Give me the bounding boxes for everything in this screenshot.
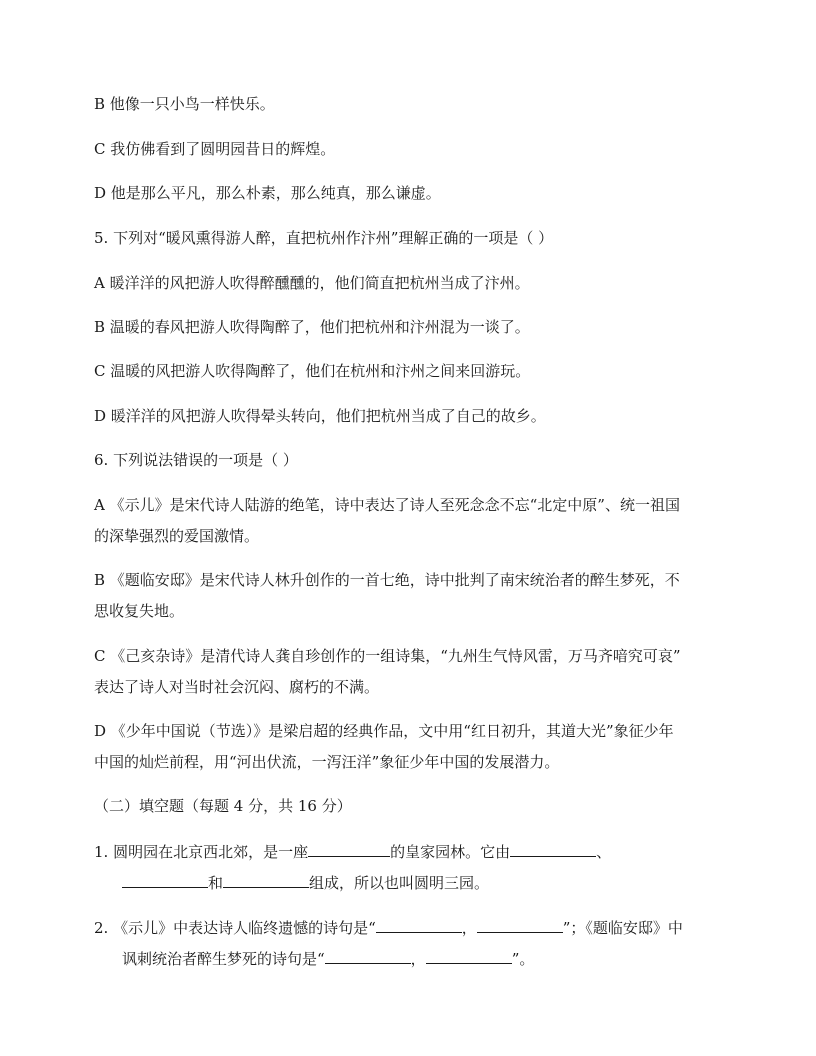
fill2-text-6: ”。 [511,950,535,968]
fill-blank[interactable] [122,871,208,888]
fill2-text-4: 讽刺统治者醉生梦死的诗句是“ [122,950,325,968]
q6-option-c-line1: C 《己亥杂诗》是清代诗人龚自珍创作的一组诗集，“九州生气恃风雷，万马齐喑究可哀” [94,647,681,665]
fill1-text-1: 1. 圆明园在北京西北郊，是一座 [94,843,309,861]
fill-blank[interactable] [308,840,390,857]
fill-blank[interactable] [426,947,512,964]
option-b-prev: B 他像一只小鸟一样快乐。 [94,95,275,113]
q6-option-b-line1: B 《题临安邸》是宋代诗人林升创作的一首七绝，诗中批判了南宋统治者的醉生梦死，不 [94,571,680,589]
fill2-text-2: ， [461,919,477,937]
fill2-text-5: ， [410,950,426,968]
fill2-text-1: 2. 《示儿》中表达诗人临终遗憾的诗句是“ [94,919,376,937]
q6-option-a-line2: 的深挚强烈的爱国激情。 [94,527,260,545]
option-d-prev: D 他是那么平凡，那么朴素，那么纯真，那么谦虚。 [94,184,441,202]
fill1-text-5: 组成，所以也叫圆明三园。 [309,874,490,892]
fill-blank[interactable] [376,916,462,933]
question-5: 5. 下列对“暖风熏得游人醉，直把杭州作汴州”理解正确的一项是（ ） [94,229,554,247]
fill-blank[interactable] [477,916,563,933]
option-c-prev: C 我仿佛看到了圆明园昔日的辉煌。 [94,140,336,158]
q5-option-d: D 暖洋洋的风把游人吹得晕头转向，他们把杭州当成了自己的故乡。 [94,407,546,425]
fill1-text-3: 、 [596,843,612,861]
q6-option-a-line1: A 《示儿》是宋代诗人陆游的绝笔，诗中表达了诗人至死念念不忘“北定中原”、统一祖国 [94,496,680,514]
q6-option-b-line2: 思收复失地。 [94,602,185,620]
fill1-text-4: 和 [208,874,224,892]
fill-blank[interactable] [223,871,309,888]
fill-question-2-line2 [122,947,534,970]
q5-option-b: B 温暖的春风把游人吹得陶醉了，他们把杭州和汴州混为一谈了。 [94,318,530,336]
q6-option-d-line1: D 《少年中国说（节选）》是梁启超的经典作品，文中用“红日初升，其道大光”象征少年 [94,722,674,740]
q6-option-c-line2: 表达了诗人对当时社会沉闷、腐朽的不满。 [94,678,380,696]
q5-option-a: A 暖洋洋的风把游人吹得醉醺醺的，他们简直把杭州当成了汴州。 [94,274,530,292]
q6-option-d-line2: 中国的灿烂前程，用“河出伏流，一泻汪洋”象征少年中国的发展潜力。 [94,753,560,771]
fill1-text-2: 的皇家园林。它由 [390,843,511,861]
fill-question-2-line1 [94,916,683,939]
fill-question-1-line1 [94,840,611,863]
question-6: 6. 下列说法错误的一项是（ ） [94,451,298,469]
fill-question-1-line2 [122,871,489,894]
fill-blank[interactable] [510,840,596,857]
section-heading: （二）填空题（每题 4 分，共 16 分） [94,797,352,815]
fill2-text-3: ”；《题临安邸》中 [562,919,683,937]
q5-option-c: C 温暖的风把游人吹得陶醉了，他们在杭州和汴州之间来回游玩。 [94,362,531,380]
fill-blank[interactable] [325,947,411,964]
